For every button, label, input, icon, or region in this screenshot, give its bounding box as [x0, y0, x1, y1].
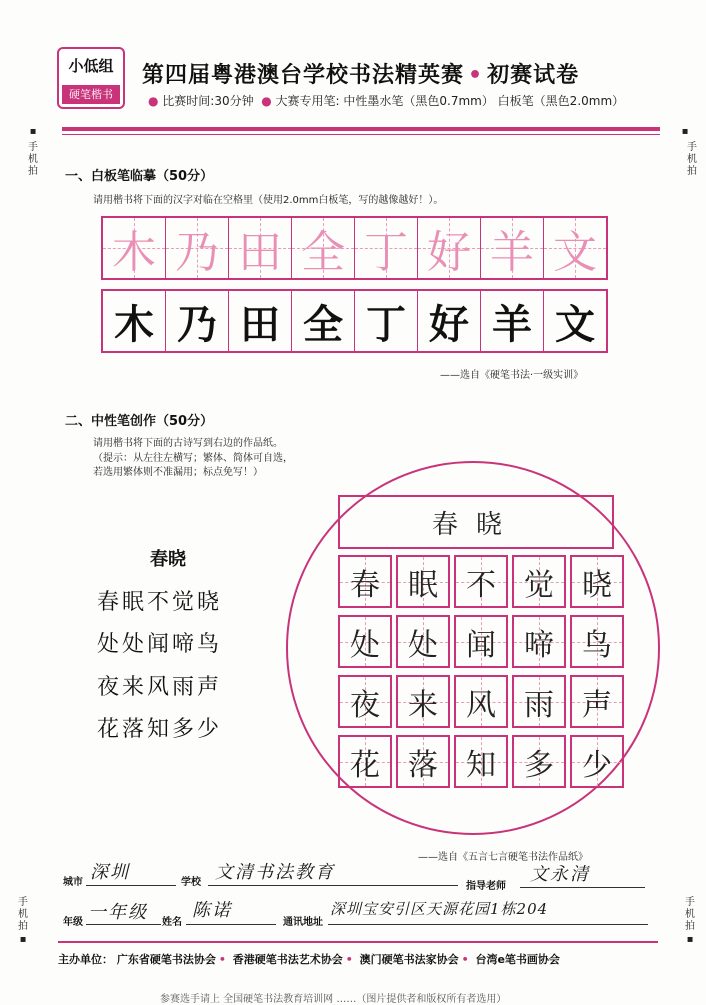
copy-cell: 文: [555, 301, 595, 348]
side-note-right-top: 手机拍: [687, 142, 697, 177]
work-row: [338, 675, 624, 728]
exam-info: ● 比赛时间:30分钟 ● 大赛专用笔: 中性墨水笔（黑色0.7mm） 白板笔（黑色2.0mm）: [148, 94, 625, 108]
work-cell: 啼: [512, 615, 566, 668]
group-badge: [57, 47, 125, 109]
page-title: 第四届粤港澳台学校书法精英赛 • 初赛试卷: [142, 63, 580, 88]
header-rule: [62, 127, 660, 131]
address-label: 通讯地址: [283, 917, 323, 928]
poem-line: 处处闻啼鸟: [97, 632, 223, 657]
work-row: [338, 555, 624, 608]
model-cell: 田: [229, 218, 292, 278]
model-grid: [101, 216, 608, 280]
work-cell: 声: [570, 675, 624, 728]
camera-icon: ▪: [19, 934, 27, 945]
grade-value[interactable]: 一年级: [88, 902, 148, 923]
name-label: 姓名: [162, 917, 182, 928]
model-cell: 木: [103, 218, 166, 278]
side-note-left-bottom: 手机拍: [18, 897, 28, 932]
group-label: 小低组: [68, 57, 114, 75]
school-value[interactable]: 文清书法教育: [215, 862, 335, 883]
work-cell: 处: [338, 615, 392, 668]
school-underline: [208, 885, 458, 886]
work-cell: 来: [396, 675, 450, 728]
copy-cell: 丁: [355, 291, 418, 351]
grade-underline: [86, 924, 161, 925]
footer-cut-text: 参赛选手请上 全国硬笔书法教育培训网 ……（图片提供者和版权所有者选用）: [160, 994, 507, 1005]
city-value[interactable]: 深圳: [90, 862, 130, 883]
model-cell: 全: [292, 218, 355, 278]
work-cell: 风: [454, 675, 508, 728]
teacher-label: 指导老师: [466, 881, 506, 892]
poem-line: 春眠不觉晓: [97, 590, 223, 615]
work-cell: 晓: [570, 555, 624, 608]
work-cell: 花: [338, 735, 392, 788]
model-cell: 羊: [481, 218, 544, 278]
copy-grid: [101, 289, 608, 353]
copy-cell: 木: [103, 291, 166, 351]
work-cell: 少: [570, 735, 624, 788]
section1-source: ——选自《硬笔书法·一级实训》: [440, 370, 584, 381]
copy-cell: 乃: [166, 291, 229, 351]
pen-label: 大赛专用笔: 中性墨水笔（黑色0.7mm） 白板笔（黑色2.0mm）: [275, 94, 625, 108]
work-cell: 多: [512, 735, 566, 788]
work-cell: 处: [396, 615, 450, 668]
group-sublabel: 硬笔楷书: [62, 85, 120, 104]
side-note-right-bottom: 手机拍: [685, 897, 695, 932]
address-value[interactable]: 深圳宝安引区天源花园1栋204: [330, 900, 549, 918]
work-cell: 雨: [512, 675, 566, 728]
grade-label: 年级: [63, 917, 83, 928]
copy-cell: 好: [418, 291, 481, 351]
model-cell: 乃: [166, 218, 229, 278]
section1-instruction: 请用楷书将下面的汉字对临在空格里（使用2.0mm白板笔，写的越像越好！）。: [93, 195, 444, 206]
host-item: 香港硬笔书法艺术协会: [232, 953, 343, 966]
copy-cell: 羊: [481, 291, 544, 351]
camera-icon: ▪: [29, 126, 37, 137]
section2-instruction-2: （提示：从左往左横写；繁体、简体可自选，: [93, 453, 293, 464]
address-underline: [328, 924, 648, 925]
school-label: 学校: [181, 877, 201, 888]
model-cell: 丁: [355, 218, 418, 278]
model-cell: 文: [544, 218, 606, 278]
copy-cell: 田: [229, 291, 292, 351]
work-grid: [338, 555, 624, 788]
hosts-line: 主办单位： 广东省硬笔书法协会 • 香港硬笔书法艺术协会 • 澳门硬笔书法家协会 • 台湾e笔书画协会: [58, 953, 560, 966]
work-cell: 鸟: [570, 615, 624, 668]
poem-line: 夜来风雨声: [97, 675, 223, 700]
teacher-value[interactable]: 文永清: [530, 864, 590, 885]
work-cell: 知: [454, 735, 508, 788]
work-row: [338, 735, 624, 788]
name-value[interactable]: 陈诺: [192, 900, 232, 921]
host-prefix: 主办单位：: [58, 953, 113, 966]
work-cell: 眠: [396, 555, 450, 608]
city-underline: [86, 885, 176, 886]
work-cell: 闻: [454, 615, 508, 668]
work-title-box: 春晓: [338, 495, 614, 549]
camera-icon: ▪: [686, 934, 694, 945]
work-cell: 落: [396, 735, 450, 788]
work-row: [338, 615, 624, 668]
camera-icon: ▪: [681, 126, 689, 137]
section1-heading: 一、白板笔临摹（50分）: [65, 169, 214, 184]
name-underline: [186, 924, 276, 925]
section2-heading: 二、中性笔创作（50分）: [65, 414, 214, 429]
work-cell: 不: [454, 555, 508, 608]
header-rule-thin: [62, 134, 660, 135]
model-cell: 好: [418, 218, 481, 278]
host-item: 台湾e笔书画协会: [475, 953, 560, 966]
city-label: 城市: [63, 877, 83, 888]
side-note-left-top: 手机拍: [28, 142, 38, 177]
section2-source: ——选自《五言七言硬笔书法作品纸》: [418, 852, 588, 863]
host-item: 广东省硬笔书法协会: [116, 953, 216, 966]
time-label: 比赛时间:30分钟: [162, 94, 254, 108]
section2-instruction-3: 若选用繁体则不准漏用；标点免写！）: [93, 467, 263, 478]
work-cell: 春: [338, 555, 392, 608]
teacher-underline: [520, 887, 645, 888]
work-cell: 觉: [512, 555, 566, 608]
poem-line: 花落知多少: [97, 717, 223, 742]
copy-cell: 全: [292, 291, 355, 351]
poem-title: 春晓: [150, 549, 186, 570]
section2-instruction-1: 请用楷书将下面的古诗写到右边的作品纸。: [93, 438, 283, 449]
host-item: 澳门硬笔书法家协会: [359, 953, 459, 966]
work-cell: 夜: [338, 675, 392, 728]
footer-rule: [58, 941, 658, 943]
